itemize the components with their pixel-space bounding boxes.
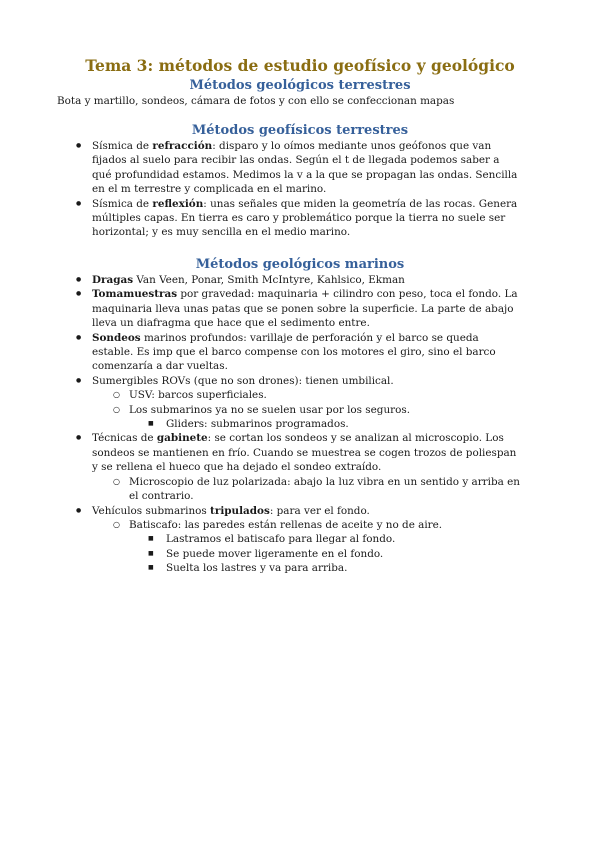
section-heading-geologicos-marinos: Métodos geológicos marinos [195,257,405,272]
sub-sub-list-item [0,547,522,561]
item-text: Técnicas de [92,432,157,445]
item-text: Los submarinos ya no se suelen usar por los seguros. [129,403,410,416]
sub-list-item [0,518,522,532]
item-bold-term: reflexión [152,197,204,210]
item-text: Sísmica de [92,197,153,210]
item-text: : unas señales que miden la geometría de las rocas. Genera múltiples capas. En tierra es caro y problemático porque la tierra no suele ser horizontal; y es muy sencilla en el medio marino. [92,197,518,239]
item-text: : para ver el fondo. [269,504,370,517]
sub-list-item [0,403,522,417]
item-bold-term: Dragas [92,274,134,286]
item-bold-term: refracción [152,140,213,152]
item-text: Se puede mover ligeramente en el fondo. [166,547,384,560]
item-text: Lastramos el batiscafo para llegar al fondo. [166,533,396,546]
item-text: Microscopio de luz polarizada: abajo la luz vibra en un sentido y arriba en el contrario. [129,475,520,503]
item-text: Van Veen, Ponar, Smith McIntyre, Kahlsico, Ekman [133,274,405,286]
item-text: Batiscafo: las paredes están rellenas de aceite y no de aire. [129,518,443,531]
document-title: Tema 3: métodos de estudio geofísico y geológico [85,56,515,75]
item-text: USV: barcos superficiales. [129,389,267,402]
list-item [0,331,522,374]
list-item [0,197,522,240]
list-item [0,139,522,197]
list-item [0,374,522,388]
sub-sub-list-item [0,561,522,575]
item-text: : se cortan los sondeos y se analizan al microscopio. Los sondeos se mantienen en frío. Cuando se muestrea se cogen trozos de poliespan y se rellena el hueco que ha dejado el sondeo extraído. [92,432,517,474]
item-bold-term: tripulados [210,504,270,517]
item-text: Sísmica de [92,140,153,152]
section-heading-geologicos-terrestres: Métodos geológicos terrestres [189,78,411,93]
sub-sub-list-item [0,417,522,431]
item-text: : disparo y lo oímos mediante unos geófonos que van fijados al suelo para recibir las ondas. Según el t de llegada podemos saber a qué profundidad estamos. Medimos la v a la que se propagan las ondas. Sencilla en el m terrestre y complicada en el marino. [92,140,518,196]
sub-sub-list-item [0,532,522,546]
item-bold-term: Tomamuestras [92,288,178,301]
section-paragraph: Bota y martillo, sondeos, cámara de fotos y con ello se confeccionan mapas [57,95,455,107]
list-item [0,273,522,287]
list-item [0,431,522,474]
item-text: Suelta los lastres y va para arriba. [166,562,348,575]
item-text: Sumergibles ROVs (que no son drones): tienen umbilical. [92,374,394,387]
item-text: marinos profundos: varillaje de perforación y el barco se queda estable. Es imp que el barco compense con los motores el giro, sino el barco comenzaría a dar vueltas. [92,331,496,373]
bullet-list-marinos [0,273,600,576]
item-text: Vehículos submarinos [92,504,211,517]
sub-list-item [0,475,522,504]
bullet-list-geofisicos [0,139,600,240]
item-text: por gravedad: maquinaria + cilindro con peso, toca el fondo. La maquinaria lleva unas patas que se ponen sobre la superficie. La parte de abajo lleva un diafragma que hace que el sedimento entre. [92,288,518,330]
sub-list-item [0,388,522,402]
list-item [0,287,522,330]
section-heading-geofisicos-terrestres: Métodos geofísicos terrestres [191,123,409,138]
item-bold-term: gabinete [156,432,208,445]
list-item [0,504,522,518]
item-bold-term: Sondeos [92,331,141,344]
item-text: Gliders: submarinos programados. [166,418,349,431]
